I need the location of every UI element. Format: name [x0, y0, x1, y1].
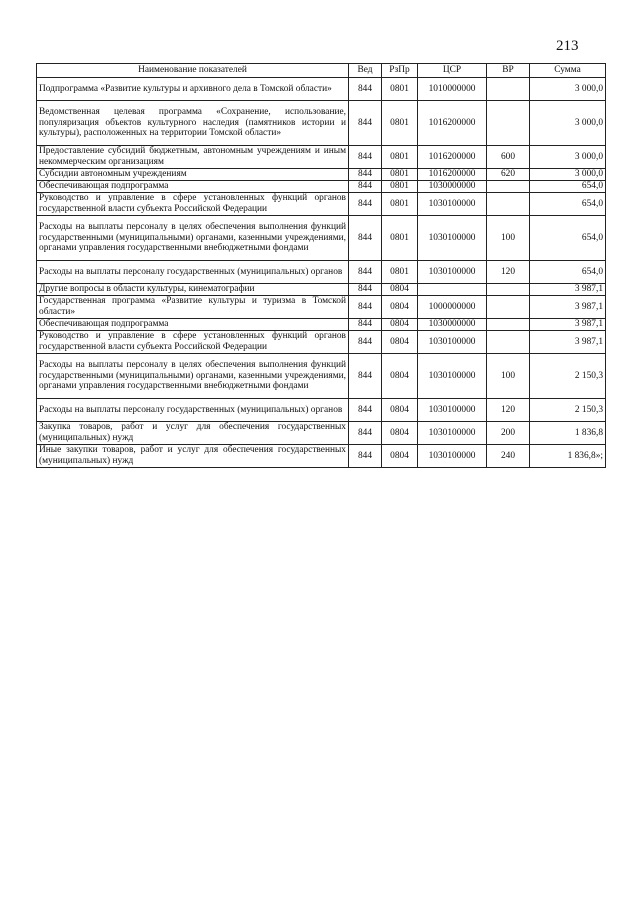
- cell-rzpr: 0804: [382, 399, 418, 422]
- cell-vr: 120: [487, 261, 530, 284]
- cell-vr: 120: [487, 399, 530, 422]
- cell-rzpr: 0801: [382, 78, 418, 101]
- table-row: [37, 193, 606, 216]
- cell-rzpr: 0801: [382, 101, 418, 146]
- cell-ved: 844: [349, 331, 382, 354]
- cell-csr: [418, 284, 487, 296]
- cell-sum: 3 987,1: [530, 284, 606, 296]
- table-row: [37, 146, 606, 169]
- cell-rzpr: 0801: [382, 169, 418, 181]
- cell-sum: 3 987,1: [530, 319, 606, 331]
- cell-csr: 1016200000: [418, 169, 487, 181]
- cell-csr: 1016200000: [418, 101, 487, 146]
- cell-name: Иные закупки товаров, работ и услуг для обеспечения государственных (муниципальных) нужд: [37, 445, 349, 468]
- cell-name: Расходы на выплаты персоналу государственных (муниципальных) органов: [37, 261, 349, 284]
- cell-rzpr: 0801: [382, 216, 418, 261]
- cell-csr: 1000000000: [418, 296, 487, 319]
- cell-name: Расходы на выплаты персоналу государственных (муниципальных) органов: [37, 399, 349, 422]
- cell-ved: 844: [349, 181, 382, 193]
- cell-rzpr: 0804: [382, 422, 418, 445]
- cell-vr: [487, 331, 530, 354]
- cell-name: Руководство и управление в сфере установленных функций органов государственной власти субъекта Российской Федерации: [37, 193, 349, 216]
- cell-csr: 1030000000: [418, 181, 487, 193]
- cell-sum: 654,0: [530, 181, 606, 193]
- table-row: [37, 399, 606, 422]
- cell-csr: 1030100000: [418, 445, 487, 468]
- cell-vr: 600: [487, 146, 530, 169]
- cell-vr: [487, 296, 530, 319]
- cell-ved: 844: [349, 193, 382, 216]
- table-row: [37, 261, 606, 284]
- cell-csr: 1016200000: [418, 146, 487, 169]
- cell-ved: 844: [349, 354, 382, 399]
- table-row: [37, 319, 606, 331]
- cell-vr: 240: [487, 445, 530, 468]
- cell-rzpr: 0801: [382, 193, 418, 216]
- table-header-row: [37, 64, 606, 78]
- cell-sum: 3 000,0: [530, 101, 606, 146]
- cell-vr: [487, 78, 530, 101]
- cell-sum: 1 836,8»;: [530, 445, 606, 468]
- table-row: [37, 354, 606, 399]
- cell-name: Субсидии автономным учреждениям: [37, 169, 349, 181]
- page-number: 213: [556, 38, 579, 54]
- cell-vr: [487, 319, 530, 331]
- cell-ved: 844: [349, 169, 382, 181]
- cell-name: Другие вопросы в области культуры, кинематографии: [37, 284, 349, 296]
- cell-name: Расходы на выплаты персоналу в целях обеспечения выполнения функций государственными (муниципальными) органами, казенными учреждениями, органами управления государственными внебюджетными фондами: [37, 354, 349, 399]
- cell-ved: 844: [349, 146, 382, 169]
- cell-rzpr: 0801: [382, 146, 418, 169]
- cell-sum: 3 987,1: [530, 296, 606, 319]
- column-header-sum: Сумма: [530, 64, 606, 78]
- table-row: [37, 331, 606, 354]
- cell-vr: [487, 284, 530, 296]
- cell-sum: 2 150,3: [530, 354, 606, 399]
- cell-rzpr: 0804: [382, 319, 418, 331]
- cell-sum: 3 000,0: [530, 146, 606, 169]
- cell-rzpr: 0801: [382, 261, 418, 284]
- cell-vr: 100: [487, 216, 530, 261]
- cell-ved: 844: [349, 78, 382, 101]
- cell-csr: 1030100000: [418, 399, 487, 422]
- cell-name: Расходы на выплаты персоналу в целях обеспечения выполнения функций государственными (муниципальными) органами, казенными учреждениями, органами управления государственными внебюджетными фондами: [37, 216, 349, 261]
- cell-rzpr: 0804: [382, 445, 418, 468]
- cell-ved: 844: [349, 284, 382, 296]
- cell-vr: [487, 181, 530, 193]
- cell-sum: 654,0: [530, 261, 606, 284]
- column-header-rzpr: РзПр: [382, 64, 418, 78]
- cell-sum: 654,0: [530, 216, 606, 261]
- cell-ved: 844: [349, 422, 382, 445]
- cell-ved: 844: [349, 296, 382, 319]
- cell-ved: 844: [349, 101, 382, 146]
- cell-rzpr: 0804: [382, 331, 418, 354]
- cell-ved: 844: [349, 319, 382, 331]
- column-header-ved: Вед: [349, 64, 382, 78]
- table-row: [37, 181, 606, 193]
- cell-csr: 1030100000: [418, 354, 487, 399]
- cell-vr: [487, 101, 530, 146]
- cell-rzpr: 0804: [382, 284, 418, 296]
- table-row: [37, 78, 606, 101]
- cell-rzpr: 0804: [382, 296, 418, 319]
- cell-rzpr: 0801: [382, 181, 418, 193]
- cell-ved: 844: [349, 216, 382, 261]
- cell-csr: 1030100000: [418, 193, 487, 216]
- cell-name: Подпрограмма «Развитие культуры и архивного дела в Томской области»: [37, 78, 349, 101]
- column-header-vr: ВР: [487, 64, 530, 78]
- cell-sum: 3 000,0: [530, 169, 606, 181]
- cell-sum: 3 987,1: [530, 331, 606, 354]
- cell-csr: 1030100000: [418, 331, 487, 354]
- cell-csr: 1030100000: [418, 261, 487, 284]
- table-row: [37, 422, 606, 445]
- table-row: [37, 169, 606, 181]
- cell-name: Предоставление субсидий бюджетным, автономным учреждениям и иным некоммерческим организациям: [37, 146, 349, 169]
- cell-name: Обеспечивающая подпрограмма: [37, 181, 349, 193]
- column-header-name: Наименование показателей: [37, 64, 349, 78]
- cell-sum: 1 836,8: [530, 422, 606, 445]
- cell-ved: 844: [349, 445, 382, 468]
- cell-csr: 1030000000: [418, 319, 487, 331]
- cell-csr: 1030100000: [418, 216, 487, 261]
- column-header-csr: ЦСР: [418, 64, 487, 78]
- cell-ved: 844: [349, 399, 382, 422]
- cell-vr: [487, 193, 530, 216]
- cell-name: Закупка товаров, работ и услуг для обеспечения государственных (муниципальных) нужд: [37, 422, 349, 445]
- cell-name: Государственная программа «Развитие культуры и туризма в Томской области»: [37, 296, 349, 319]
- table-row: [37, 284, 606, 296]
- table-row: [37, 296, 606, 319]
- cell-csr: 1010000000: [418, 78, 487, 101]
- cell-vr: 100: [487, 354, 530, 399]
- table-row: [37, 216, 606, 261]
- table-row: [37, 445, 606, 468]
- cell-rzpr: 0804: [382, 354, 418, 399]
- table-row: [37, 101, 606, 146]
- cell-name: Ведомственная целевая программа «Сохранение, использование, популяризация объектов культурного наследия (памятников истории и культуры), расположенных на территории Томской области»: [37, 101, 349, 146]
- table-body: [37, 78, 606, 468]
- cell-vr: 200: [487, 422, 530, 445]
- cell-sum: 654,0: [530, 193, 606, 216]
- budget-table: [36, 63, 606, 468]
- cell-csr: 1030100000: [418, 422, 487, 445]
- cell-name: Руководство и управление в сфере установленных функций органов государственной власти субъекта Российской Федерации: [37, 331, 349, 354]
- cell-vr: 620: [487, 169, 530, 181]
- cell-sum: 2 150,3: [530, 399, 606, 422]
- cell-ved: 844: [349, 261, 382, 284]
- cell-name: Обеспечивающая подпрограмма: [37, 319, 349, 331]
- cell-sum: 3 000,0: [530, 78, 606, 101]
